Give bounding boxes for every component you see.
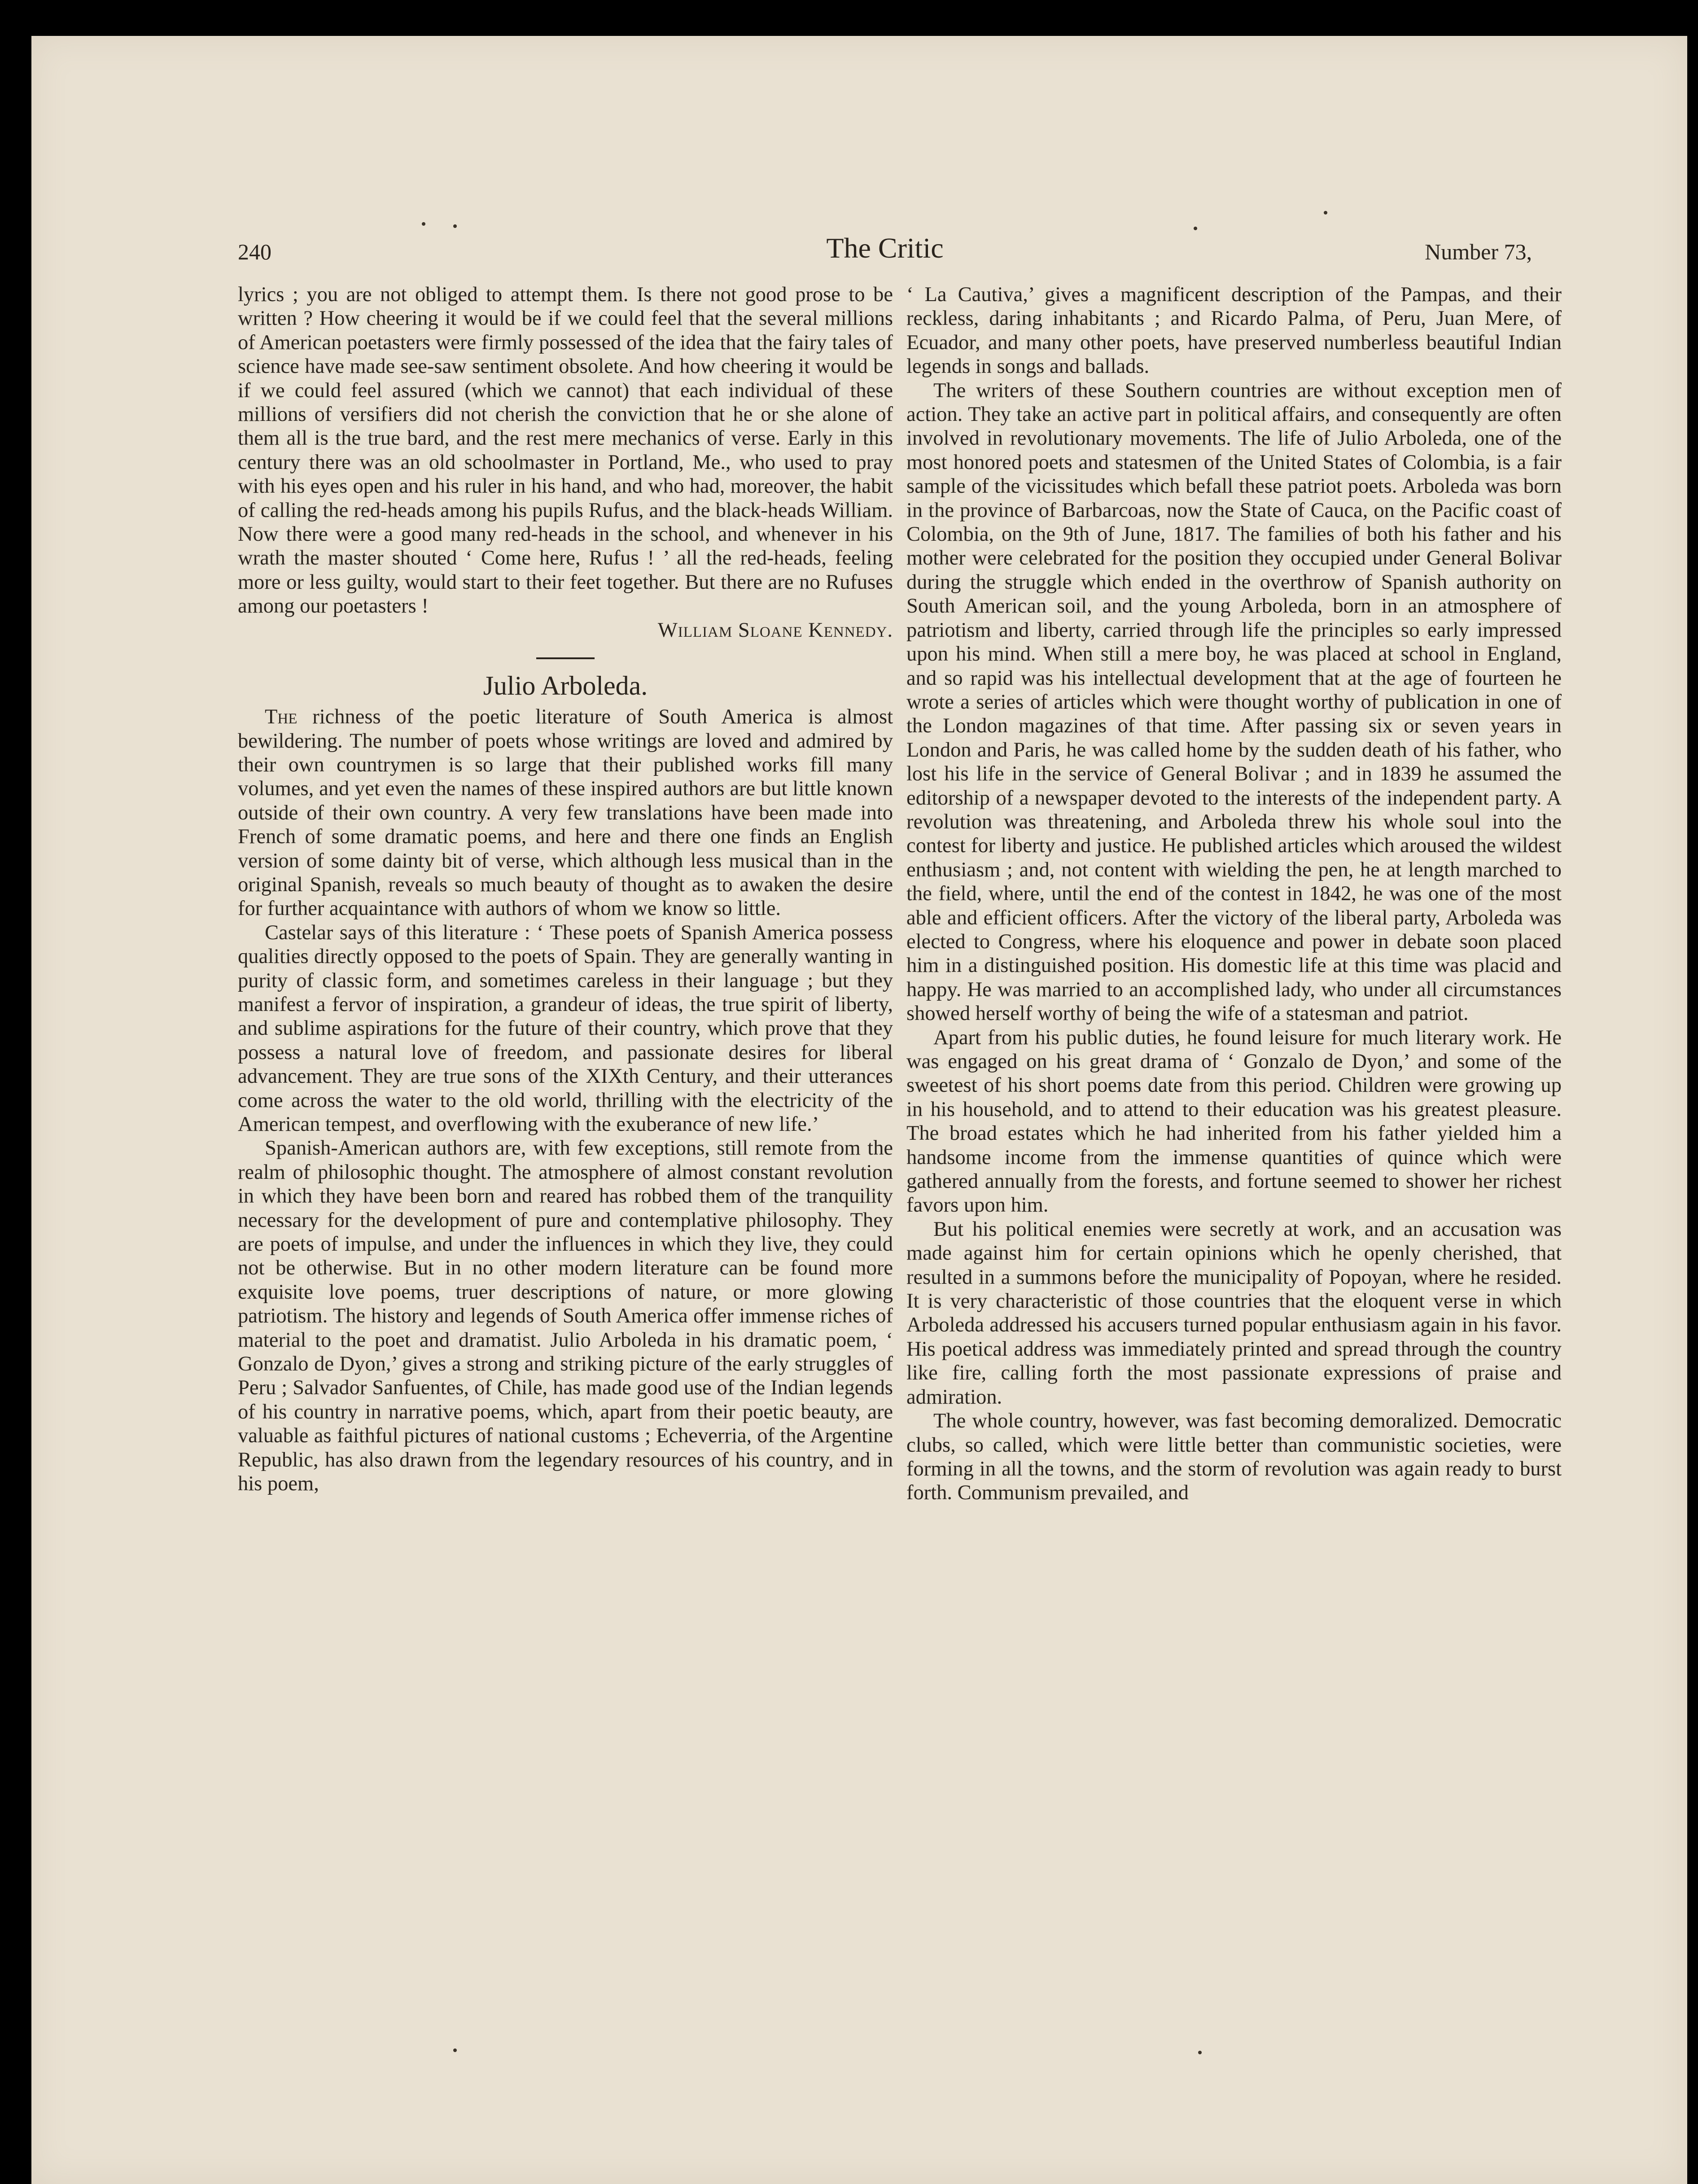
ink-speck xyxy=(1198,2051,1202,2054)
article-paragraph-3-continued: ‘ La Cautiva,’ gives a magnificent description of the Pampas, and their reckless, daring inhabitants ; and Ricardo Palma, of Peru, Juan Mere, of Ecuador, and many other poets, have preserved numberless beautiful Indian legends in songs and ballads. xyxy=(906,283,1562,378)
ink-speck xyxy=(1324,211,1327,214)
kennedy-paragraph: lyrics ; you are not obliged to attempt them. Is there not good prose to be written ? How cheering it would be if we could feel that the several millions of American poetasters were firmly possessed of the idea that the fairy tales of science have made see-saw sentiment obsolete. And how cheering it would be if we could feel assured (which we cannot) that each individual of these millions of versifiers did not cherish the conviction that he or she alone of them all is the true bard, and the rest mere mechanics of verse. Early in this century there was an old schoolmaster in Portland, Me., who used to pray with his eyes open and his ruler in his hand, and who had, moreover, the habit of calling the red-heads among his pupils Rufus, and the black-heads William. Now there were a good many red-heads in the school, and whenever in his wrath the master shouted ‘ Come here, Rufus ! ’ all the red-heads, feeling more or less guilty, would start to their feet together. But there are no Rufuses among our poetasters ! xyxy=(238,283,893,618)
article-title: Julio Arboleda. xyxy=(483,671,648,701)
issue-number: Number 73, xyxy=(1425,239,1532,264)
section-divider xyxy=(536,657,595,659)
page-number: 240 xyxy=(238,239,271,264)
right-column xyxy=(906,283,1562,1979)
running-header xyxy=(238,224,1532,265)
article-paragraph-5: Apart from his public duties, he found leisure for much literary work. He was engaged on his great drama of ‘ Gonzalo de Dyon,’ and some of the sweetest of his short poems date from this period. Children were growing up in his household, and to attend to their education was his greatest pleasure. The broad estates which he had inherited from his father yielded him a handsome income from the immense quantities of quince which were gathered annually from the forests, and fortune seemed to shower her richest favors upon him. xyxy=(906,1026,1562,1217)
article-paragraph-3: Spanish-American authors are, with few exceptions, still remote from the realm of philosophic thought. The atmosphere of almost constant revolution in which they have been born and reared has robbed them of the tranquility necessary for the development of pure and contemplative philosophy. They are poets of impulse, and under the influences in which they live, they could not be otherwise. But in no other modern literature can be found more exquisite love poems, truer descriptions of nature, or more glowing patriotism. The history and legends of South America offer immense riches of material to the poet and dramatist. Julio Arboleda in his dramatic poem, ‘ Gonzalo de Dyon,’ gives a strong and striking picture of the early struggles of Peru ; Salvador Sanfuentes, of Chile, has made good use of the Indian legends of his country in narrative poems, which, apart from their poetic beauty, are valuable as faithful pictures of national customs ; Echeverria, of the Argentine Republic, has also drawn from the legendary resources of his country, and in his poem, xyxy=(238,1137,893,1496)
paragraph-1-text: richness of the poetic literature of South America is almost bewildering. The number of poets whose writings are loved and admired by their own countrymen is so large that their published works fill many volumes, and yet even the names of these inspired authors are but little known outside of their own country. A very few translations have been made into French of some dramatic poems, and here and there one finds an English version of some dainty bit of verse, which although less musical than in the original Spanish, reveals so much beauty of thought as to awaken the desire for further acquaintance with authors of whom we know so little. xyxy=(238,705,893,920)
ink-speck xyxy=(1194,227,1197,230)
ink-speck xyxy=(453,224,457,228)
article-paragraph-1 xyxy=(238,705,893,921)
article-paragraph-6: But his political enemies were secretly at work, and an accusation was made against him for certain opinions which he openly cherished, that resulted in a summons before the municipality of Popoyan, where he resided. It is very characteristic of those countries that the eloquent verse in which Arboleda addressed his accusers turned popular enthusiasm again in his favor. His poetical address was immediately printed and spread through the country like fire, calling forth the most passionate expressions of praise and admiration. xyxy=(906,1217,1562,1409)
author-signature: William Sloane Kennedy. xyxy=(657,618,893,642)
journal-title: The Critic xyxy=(826,232,944,264)
ink-speck xyxy=(422,222,425,226)
article-paragraph-7: The whole country, however, was fast becoming demoralized. Democratic clubs, so called, which were little better than communistic societies, were forming in all the towns, and the storm of revolution was again ready to burst forth. Communism prevailed, and xyxy=(906,1409,1562,1505)
ink-speck xyxy=(453,2048,457,2052)
article-paragraph-2: Castelar says of this literature : ‘ These poets of Spanish America possess qualities directly opposed to the poets of Spain. They are generally wanting in purity of classic form, and sometimes careless in their language ; but they manifest a fervor of inspiration, a grandeur of ideas, the true spirit of liberty, and sublime aspirations for the future of their country, which prove that they possess a natural love of freedom, and passionate desires for liberal advancement. They are true sons of the XIXth Century, and their utterances come across the water to the old world, thrilling with the electricity of the American tempest, and overflowing with the exuberance of new life.’ xyxy=(238,921,893,1136)
article-paragraph-4: The writers of these Southern countries are without exception men of action. They take an active part in political affairs, and consequently are often involved in revolutionary movements. The life of Julio Arboleda, one of the most honored poets and statesmen of the United States of Colombia, is a fair sample of the vicissitudes which befall these patriot poets. Arboleda was born in the province of Barbarcoas, now the State of Cauca, on the Pacific coast of Colombia, on the 9th of June, 1817. The families of both his father and his mother were celebrated for the position they occupied under General Bolivar during the struggle which ended in the overthrow of Spanish authority on South American soil, and the young Arboleda, born in an atmosphere of patriotism and liberty, carried through life the principles so early impressed upon his mind. When still a mere boy, he was placed at school in England, and so rapid was his intellectual development that at the age of fourteen he wrote a series of articles which were thought worthy of publication in one of the London magazines of that time. After passing six or seven years in London and Paris, he was called home by the sudden death of his father, who lost his life in the service of General Bolivar ; and in 1839 he assumed the editorship of a newspaper devoted to the interests of the independent party. A revolution was threatening, and Arboleda threw his whole soul into the contest for liberty and justice. He published articles which aroused the wildest enthusiasm ; and, not content with wielding the pen, he at length marched to the field, where, until the end of the contest in 1842, he was one of the most able and efficient officers. After the victory of the liberal party, Arboleda was elected to Congress, where his eloquence and power in debate soon placed him in a distinguished position. His domestic life at this time was placid and happy. He was married to an accomplished lady, who under all circumstances showed herself worthy of being the wife of a statesman and patriot. xyxy=(906,379,1562,1025)
lead-word: The xyxy=(265,705,298,729)
left-column xyxy=(238,283,893,1979)
